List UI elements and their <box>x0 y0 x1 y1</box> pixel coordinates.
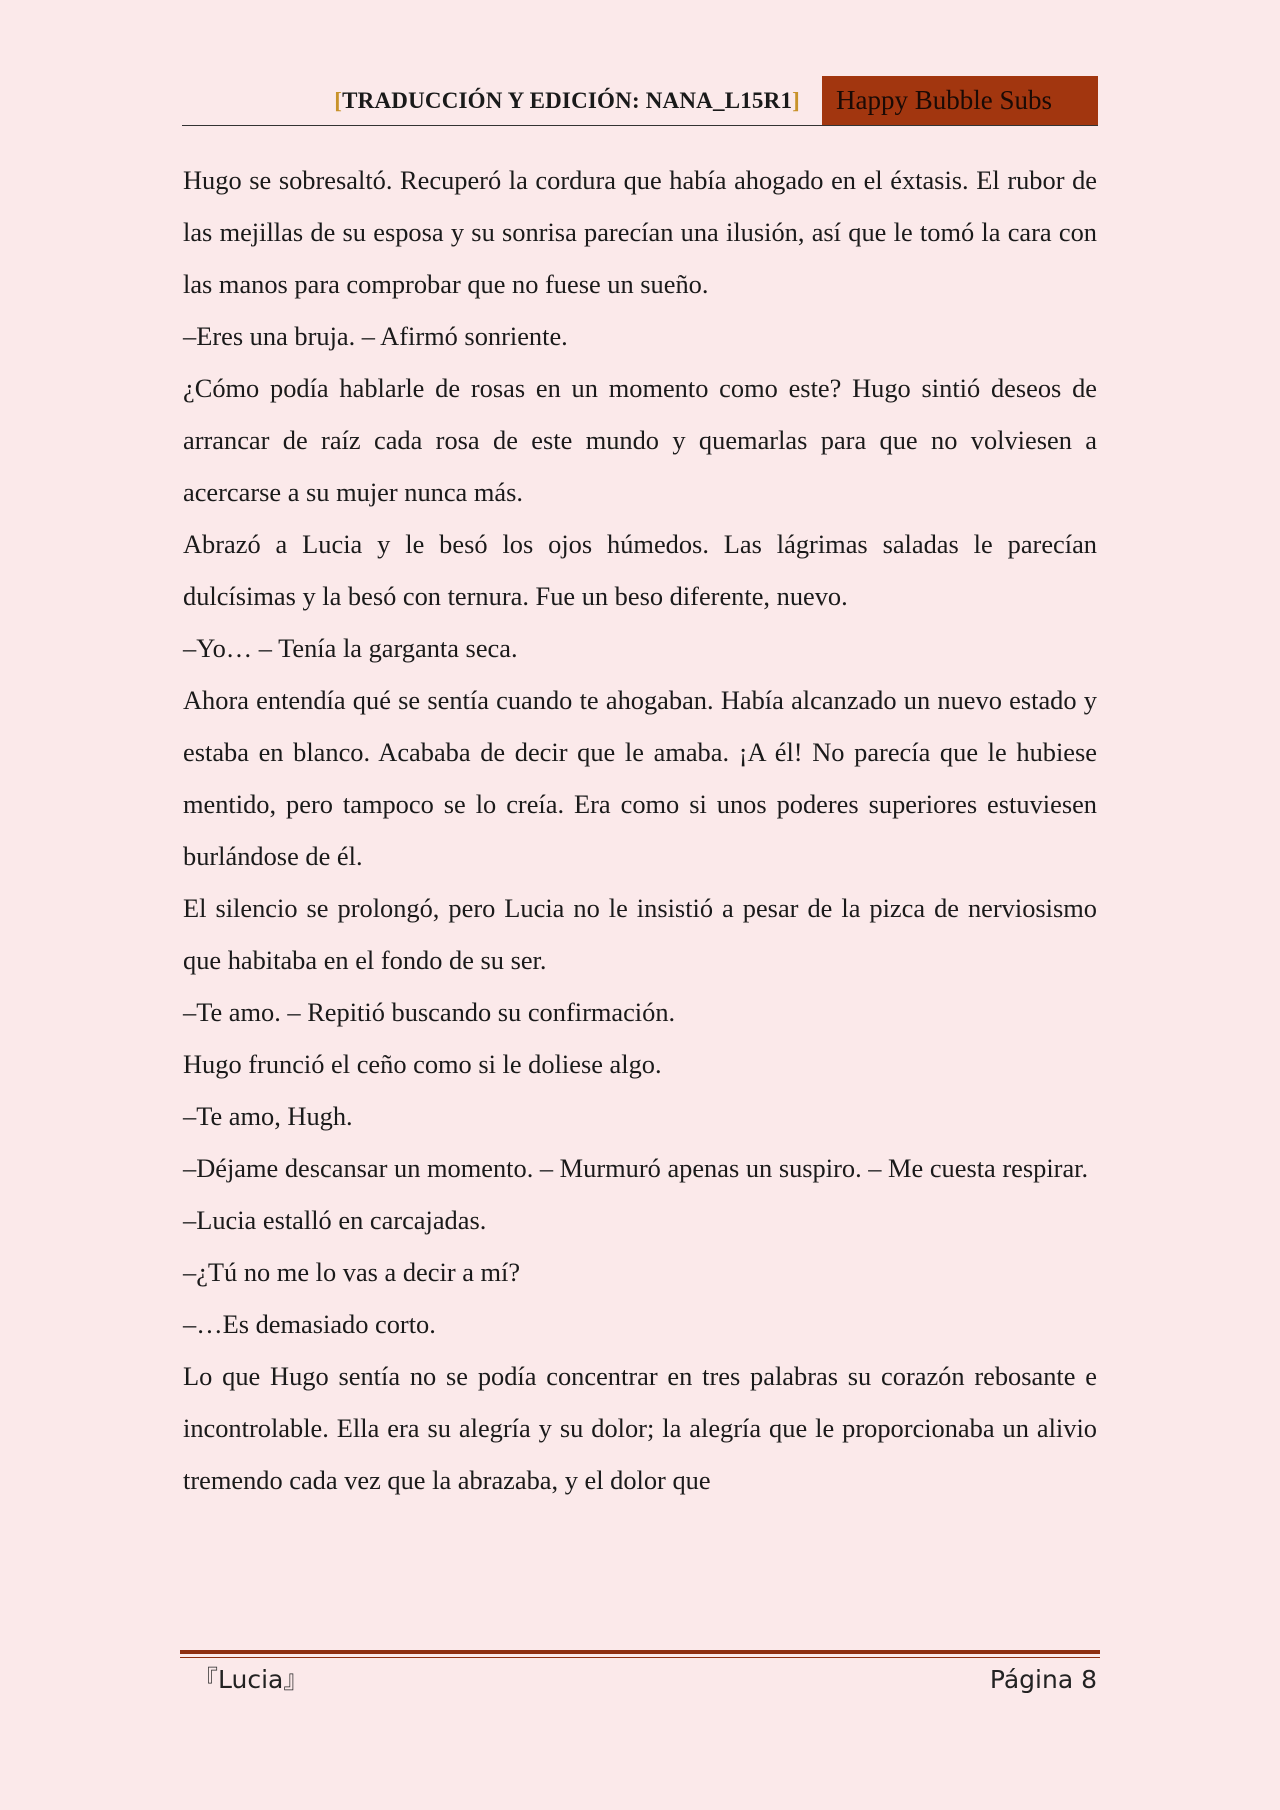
paragraph: –Te amo. – Repitió buscando su confirmación. <box>183 997 676 1027</box>
footer-divider-thick <box>180 1650 1100 1654</box>
footer-divider-thin <box>180 1657 1100 1658</box>
paragraph: Hugo se sobresaltó. Recuperó la cordura que había ahogado en el éxtasis. El rubor de las mejillas de su esposa y su sonrisa parecían una ilusión, así que le tomó la cara con las manos para comprobar que no fuese un sueño. <box>183 165 1097 299</box>
page-header <box>182 76 1098 126</box>
credit-bracket-open: [ <box>334 88 343 113</box>
paragraph: Ahora entendía qué se sentía cuando te ahogaban. Había alcanzado un nuevo estado y estaba en blanco. Acababa de decir que le amaba. ¡A él! No parecía que le hubiese mentido, pero tampoco se lo creía. Era como si unos poderes superiores estuviesen burlándose de él. <box>183 685 1097 871</box>
header-divider <box>182 125 1098 126</box>
paragraph: –Te amo, Hugh. <box>183 1101 353 1131</box>
paragraph: El silencio se prolongó, pero Lucia no le insistió a pesar de la pizca de nerviosismo que habitaba en el fondo de su ser. <box>183 893 1097 975</box>
paragraph: –Eres una bruja. – Afirmó sonriente. <box>183 321 568 351</box>
page-number: Página 8 <box>989 1665 1097 1694</box>
paragraph: –Yo… – Tenía la garganta seca. <box>183 633 518 663</box>
paragraph: –Lucia estalló en carcajadas. <box>183 1205 487 1235</box>
book-title: 『Lucia』 <box>193 1665 309 1694</box>
paragraph: Abrazó a Lucia y le besó los ojos húmedos. Las lágrimas saladas le parecían dulcísimas y la besó con ternura. Fue un beso diferente, nuevo. <box>183 529 1097 611</box>
paragraph: Hugo frunció el ceño como si le doliese algo. <box>183 1049 662 1079</box>
paragraph: –…Es demasiado corto. <box>183 1309 436 1339</box>
page-body <box>183 154 1097 1506</box>
credit-text: TRADUCCIÓN Y EDICIÓN: NANA_L15R1 <box>342 88 793 113</box>
paragraph: –¿Tú no me lo vas a decir a mí? <box>183 1257 521 1287</box>
translation-credit <box>334 88 800 114</box>
brand-label: Happy Bubble Subs <box>822 76 1098 125</box>
paragraph: –Déjame descansar un momento. – Murmuró apenas un suspiro. – Me cuesta respirar. <box>183 1153 1089 1183</box>
paragraph: ¿Cómo podía hablarle de rosas en un momento como este? Hugo sintió deseos de arrancar de raíz cada rosa de este mundo y quemarlas para que no volviesen a acercarse a su mujer nunca más. <box>183 373 1097 507</box>
credit-bracket-close: ] <box>792 88 800 113</box>
paragraph: Lo que Hugo sentía no se podía concentrar en tres palabras su corazón rebosante e incontrolable. Ella era su alegría y su dolor; la alegría que le proporcionaba un alivio tremendo cada vez que la abrazaba, y el dolor que <box>183 1361 1097 1495</box>
